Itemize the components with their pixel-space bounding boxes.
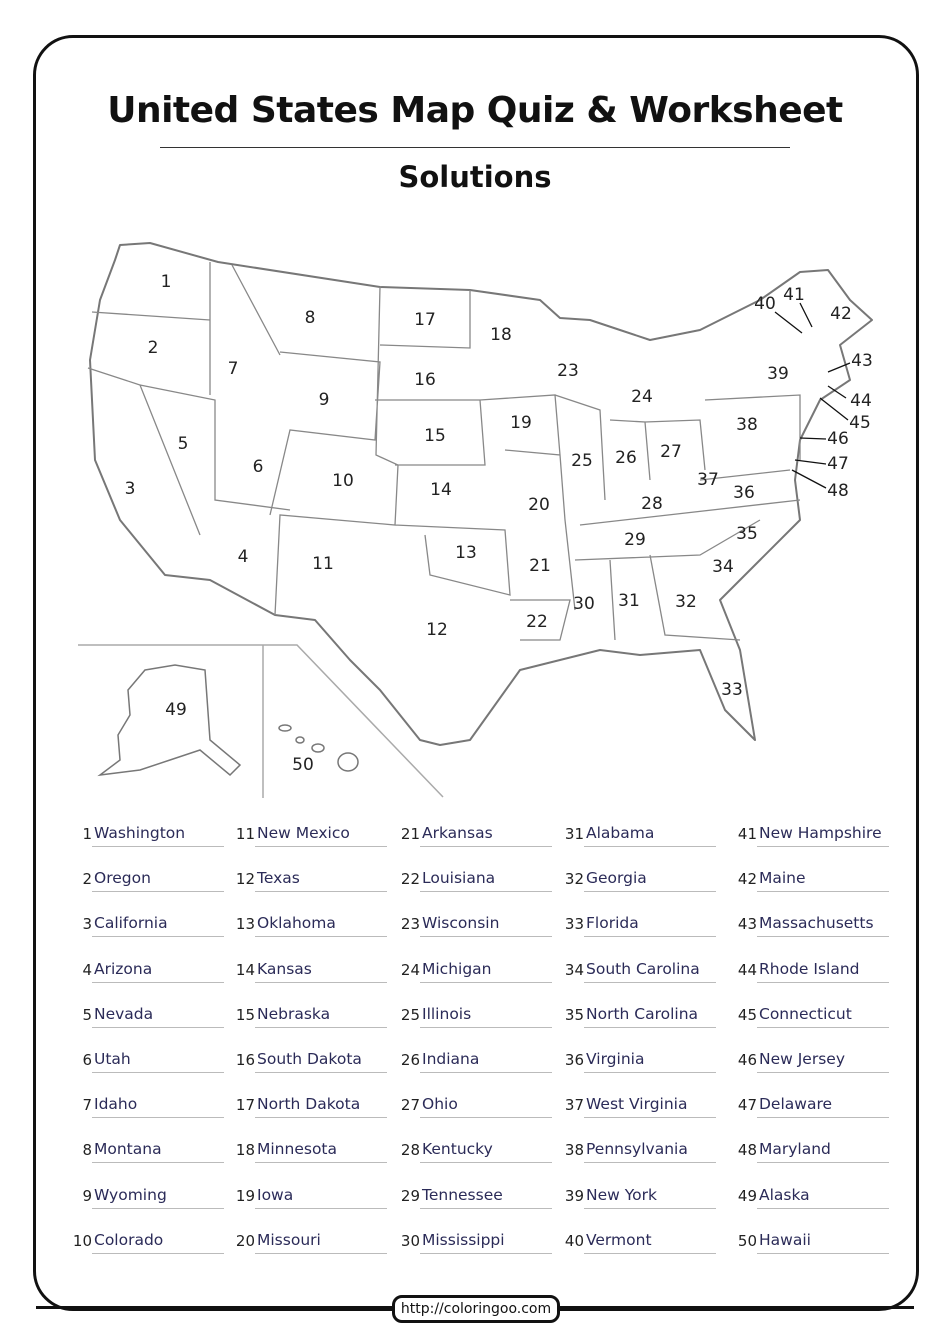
- answer-number: 18: [235, 1141, 255, 1160]
- footer-rule-right: [556, 1306, 914, 1309]
- answer-state: Oklahoma: [257, 914, 336, 933]
- answer-item: [396, 1184, 552, 1214]
- answer-underline: [92, 846, 224, 847]
- answer-item: [560, 1093, 716, 1123]
- answer-item: [231, 1093, 387, 1123]
- answer-number: 19: [235, 1186, 255, 1205]
- answer-state: Hawaii: [759, 1230, 811, 1249]
- answer-state: New York: [586, 1185, 657, 1204]
- answer-underline: [92, 1253, 224, 1254]
- answer-underline: [92, 1072, 224, 1073]
- map-label-13: 13: [455, 543, 477, 563]
- answer-item: [733, 822, 889, 852]
- answer-item: [231, 867, 387, 897]
- answer-underline: [92, 1208, 224, 1209]
- answer-underline: [757, 982, 889, 983]
- answer-item: [68, 867, 224, 897]
- answer-item: [733, 1093, 889, 1123]
- answer-number: 15: [235, 1005, 255, 1024]
- map-label-14: 14: [430, 480, 452, 500]
- map-label-16: 16: [414, 370, 436, 390]
- answer-item: [68, 822, 224, 852]
- answer-item: [68, 1093, 224, 1123]
- answer-underline: [92, 982, 224, 983]
- answer-item: [396, 867, 552, 897]
- answer-item: [396, 1048, 552, 1078]
- answer-state: New Hampshire: [759, 824, 882, 842]
- answer-state: South Carolina: [586, 959, 700, 978]
- map-label-32: 32: [675, 592, 697, 612]
- state-borders: [88, 262, 800, 640]
- answer-number: 35: [564, 1005, 584, 1024]
- map-label-18: 18: [490, 325, 512, 345]
- answer-item: [560, 1184, 716, 1214]
- answer-number: 28: [400, 1141, 420, 1160]
- answer-underline: [420, 1208, 552, 1209]
- answer-underline: [757, 936, 889, 937]
- answer-number: 32: [564, 870, 584, 889]
- answer-number: 16: [235, 1051, 255, 1069]
- answer-item: [231, 1138, 387, 1168]
- answer-underline: [584, 1072, 716, 1073]
- answer-number: 31: [564, 825, 584, 843]
- answer-state: Idaho: [94, 1095, 138, 1114]
- answer-state: Virginia: [586, 1050, 645, 1068]
- answer-underline: [420, 846, 552, 847]
- answer-state: California: [94, 914, 168, 933]
- map-label-47: 47: [827, 454, 849, 474]
- answer-state: North Carolina: [586, 1004, 699, 1023]
- answer-underline: [584, 1253, 716, 1254]
- map-label-17: 17: [414, 310, 436, 330]
- answer-item: [396, 958, 552, 988]
- map-label-11: 11: [312, 554, 334, 574]
- answer-state: Utah: [94, 1050, 131, 1068]
- answer-item: [396, 1093, 552, 1123]
- hawaii-outline: [279, 725, 358, 771]
- answer-state: Minnesota: [257, 1140, 337, 1159]
- answer-number: 10: [72, 1231, 92, 1250]
- map-label-12: 12: [426, 620, 448, 640]
- map-label-43: 43: [851, 351, 873, 371]
- answer-item: [733, 912, 889, 942]
- answer-number: 44: [737, 960, 757, 979]
- answer-underline: [92, 891, 224, 892]
- answer-state: Ohio: [422, 1095, 458, 1114]
- answer-underline: [757, 1072, 889, 1073]
- answer-number: 40: [564, 1231, 584, 1250]
- answer-number: 29: [400, 1186, 420, 1205]
- answer-underline: [584, 1208, 716, 1209]
- answer-underline: [584, 1162, 716, 1163]
- answer-item: [68, 1048, 224, 1078]
- answer-state: North Dakota: [257, 1095, 361, 1114]
- answer-underline: [255, 1027, 387, 1028]
- answer-underline: [255, 1072, 387, 1073]
- answer-number: 26: [400, 1051, 420, 1069]
- answer-state: New Mexico: [257, 824, 350, 842]
- map-label-4: 4: [237, 547, 249, 567]
- answer-underline: [420, 1072, 552, 1073]
- answer-state: Maryland: [759, 1140, 831, 1159]
- answer-underline: [584, 891, 716, 892]
- answer-underline: [757, 1162, 889, 1163]
- map-label-34: 34: [712, 557, 734, 577]
- answer-item: [231, 958, 387, 988]
- answer-state: Illinois: [422, 1004, 472, 1023]
- answer-state: Washington: [94, 824, 186, 842]
- answer-underline: [255, 1253, 387, 1254]
- answer-state: Wyoming: [94, 1185, 167, 1204]
- answer-item: [231, 912, 387, 942]
- answer-number: 21: [400, 825, 420, 843]
- answer-item: [560, 1048, 716, 1078]
- page-subtitle: Solutions: [398, 160, 552, 194]
- answer-state: Indiana: [422, 1050, 480, 1068]
- answer-number: 24: [400, 960, 420, 979]
- answer-number: 49: [737, 1186, 757, 1205]
- answer-item: [733, 867, 889, 897]
- map-label-24: 24: [631, 387, 653, 407]
- answer-number: 36: [564, 1051, 584, 1069]
- inset-dividers: [78, 645, 443, 798]
- map-label-49: 49: [165, 700, 187, 720]
- map-label-5: 5: [177, 434, 189, 454]
- answer-underline: [92, 1162, 224, 1163]
- answer-state: Vermont: [586, 1230, 652, 1249]
- answer-state: Missouri: [257, 1230, 321, 1249]
- answer-underline: [255, 1208, 387, 1209]
- map-label-15: 15: [424, 426, 446, 446]
- map-label-29: 29: [624, 530, 646, 550]
- answer-item: [560, 1003, 716, 1033]
- answer-state: Nebraska: [257, 1004, 331, 1023]
- map-label-45: 45: [849, 413, 871, 433]
- answer-underline: [757, 1027, 889, 1028]
- map-label-20: 20: [528, 495, 550, 515]
- answer-underline: [420, 1162, 552, 1163]
- answer-state: Oregon: [94, 869, 151, 888]
- footer-rule-left: [36, 1306, 396, 1309]
- answer-underline: [92, 1117, 224, 1118]
- answer-underline: [584, 982, 716, 983]
- answer-number: 14: [235, 960, 255, 979]
- answer-number: 33: [564, 915, 584, 934]
- map-label-38: 38: [736, 415, 758, 435]
- answer-state: Maine: [759, 869, 806, 888]
- answer-state: Arizona: [94, 959, 153, 978]
- answer-item: [231, 822, 387, 852]
- answer-item: [396, 912, 552, 942]
- answer-state: Colorado: [94, 1230, 164, 1249]
- map-label-27: 27: [660, 442, 682, 462]
- answer-underline: [255, 846, 387, 847]
- answer-item: [231, 1184, 387, 1214]
- answer-state: Alaska: [759, 1185, 810, 1204]
- map-label-9: 9: [318, 390, 330, 410]
- answer-item: [68, 1229, 224, 1259]
- map-label-1: 1: [160, 272, 172, 292]
- answer-state: Michigan: [422, 959, 492, 978]
- answer-underline: [92, 936, 224, 937]
- answer-underline: [584, 1027, 716, 1028]
- answer-item: [560, 1138, 716, 1168]
- map-label-44: 44: [850, 391, 872, 411]
- answer-underline: [255, 891, 387, 892]
- answer-number: 7: [82, 1096, 92, 1115]
- map-label-46: 46: [827, 429, 849, 449]
- map-label-50: 50: [292, 755, 314, 775]
- answer-item: [396, 1229, 552, 1259]
- answer-number: 25: [400, 1005, 420, 1024]
- answer-number: 43: [737, 915, 757, 934]
- answer-state: Iowa: [257, 1185, 294, 1204]
- map-label-37: 37: [697, 470, 719, 490]
- map-label-36: 36: [733, 483, 755, 503]
- answer-state: Montana: [94, 1140, 162, 1159]
- answer-number: 27: [400, 1096, 420, 1115]
- map-label-23: 23: [557, 361, 579, 381]
- map-label-19: 19: [510, 413, 532, 433]
- answer-state: Georgia: [586, 869, 647, 888]
- answer-item: [68, 958, 224, 988]
- answer-state: Nevada: [94, 1004, 154, 1023]
- answer-number: 30: [400, 1231, 420, 1250]
- answer-underline: [757, 891, 889, 892]
- answer-number: 34: [564, 960, 584, 979]
- answer-number: 5: [82, 1005, 92, 1024]
- answer-underline: [420, 936, 552, 937]
- answer-underline: [584, 936, 716, 937]
- answer-item: [733, 1229, 889, 1259]
- answer-underline: [255, 1162, 387, 1163]
- answer-state: Connecticut: [759, 1004, 852, 1023]
- map-label-25: 25: [571, 451, 593, 471]
- map-label-39: 39: [767, 364, 789, 384]
- answer-number: 13: [235, 915, 255, 934]
- answer-underline: [584, 846, 716, 847]
- answer-underline: [420, 891, 552, 892]
- answer-item: [396, 1003, 552, 1033]
- map-label-6: 6: [252, 457, 264, 477]
- map-label-41: 41: [783, 285, 805, 305]
- answer-item: [68, 1184, 224, 1214]
- answer-number: 4: [82, 960, 92, 979]
- answer-number: 1: [82, 825, 92, 843]
- answer-state: New Jersey: [759, 1050, 845, 1068]
- answer-number: 3: [82, 915, 92, 934]
- answer-number: 12: [235, 870, 255, 889]
- answer-item: [560, 867, 716, 897]
- map-label-48: 48: [827, 481, 849, 501]
- map-label-31: 31: [618, 591, 640, 611]
- answer-item: [68, 912, 224, 942]
- answer-state: Massachusetts: [759, 914, 874, 933]
- answer-item: [733, 958, 889, 988]
- answer-underline: [757, 846, 889, 847]
- answer-underline: [420, 982, 552, 983]
- answer-number: 45: [737, 1005, 757, 1024]
- answer-underline: [420, 1027, 552, 1028]
- map-label-30: 30: [573, 594, 595, 614]
- map-label-28: 28: [641, 494, 663, 514]
- map-label-21: 21: [529, 556, 551, 576]
- map-label-35: 35: [736, 524, 758, 544]
- answer-underline: [420, 1117, 552, 1118]
- answer-number: 22: [400, 870, 420, 889]
- answer-underline: [420, 1253, 552, 1254]
- answer-number: 50: [737, 1231, 757, 1250]
- answer-item: [396, 1138, 552, 1168]
- answer-underline: [757, 1117, 889, 1118]
- answer-item: [396, 822, 552, 852]
- answer-state: Pennsylvania: [586, 1140, 688, 1159]
- page-title: United States Map Quiz & Worksheet: [107, 90, 843, 131]
- map-label-22: 22: [526, 612, 548, 632]
- answer-number: 42: [737, 870, 757, 889]
- answer-underline: [584, 1117, 716, 1118]
- answer-state: Kansas: [257, 959, 312, 978]
- map-label-33: 33: [721, 680, 743, 700]
- answer-number: 47: [737, 1096, 757, 1115]
- answer-state: West Virginia: [586, 1095, 688, 1114]
- answer-state: Delaware: [759, 1095, 833, 1114]
- answer-underline: [255, 936, 387, 937]
- answer-underline: [92, 1027, 224, 1028]
- answer-state: Kentucky: [422, 1140, 493, 1159]
- answer-list: [68, 822, 898, 1262]
- answer-number: 8: [82, 1141, 92, 1160]
- answer-underline: [757, 1253, 889, 1254]
- answer-number: 37: [564, 1096, 584, 1115]
- answer-state: Mississippi: [422, 1230, 505, 1249]
- answer-number: 39: [564, 1186, 584, 1205]
- answer-number: 38: [564, 1141, 584, 1160]
- answer-item: [560, 912, 716, 942]
- answer-item: [733, 1048, 889, 1078]
- answer-number: 41: [737, 825, 757, 843]
- answer-item: [231, 1003, 387, 1033]
- answer-number: 11: [235, 825, 255, 843]
- answer-number: 48: [737, 1141, 757, 1160]
- answer-item: [68, 1003, 224, 1033]
- answer-state: South Dakota: [257, 1050, 362, 1068]
- alaska-outline: [100, 665, 240, 775]
- answer-underline: [255, 982, 387, 983]
- answer-item: [733, 1138, 889, 1168]
- answer-item: [231, 1229, 387, 1259]
- map-label-7: 7: [227, 359, 239, 379]
- answer-item: [560, 1229, 716, 1259]
- answer-item: [560, 822, 716, 852]
- answer-number: 20: [235, 1231, 255, 1250]
- map-label-40: 40: [754, 294, 776, 314]
- answer-state: Texas: [257, 869, 300, 888]
- answer-item: [231, 1048, 387, 1078]
- answer-item: [68, 1138, 224, 1168]
- answer-number: 2: [82, 870, 92, 889]
- answer-state: Florida: [586, 914, 639, 933]
- answer-number: 6: [82, 1051, 92, 1069]
- map-label-10: 10: [332, 471, 354, 491]
- footer-url[interactable]: http://coloringoo.com: [392, 1295, 560, 1323]
- answer-item: [560, 958, 716, 988]
- answer-number: 46: [737, 1051, 757, 1069]
- answer-underline: [757, 1208, 889, 1209]
- answer-number: 9: [82, 1186, 92, 1205]
- answer-state: Tennessee: [422, 1185, 503, 1204]
- map-label-26: 26: [615, 448, 637, 468]
- answer-state: Louisiana: [422, 869, 496, 888]
- answer-underline: [255, 1117, 387, 1118]
- answer-number: 17: [235, 1096, 255, 1115]
- answer-state: Wisconsin: [422, 914, 500, 933]
- map-label-3: 3: [124, 479, 136, 499]
- answer-item: [733, 1184, 889, 1214]
- map-label-8: 8: [304, 308, 316, 328]
- answer-item: [733, 1003, 889, 1033]
- answer-state: Alabama: [586, 824, 655, 842]
- map-label-2: 2: [147, 338, 159, 358]
- answer-state: Rhode Island: [759, 959, 860, 978]
- answer-number: 23: [400, 915, 420, 934]
- map-label-42: 42: [830, 304, 852, 324]
- answer-state: Arkansas: [422, 824, 493, 842]
